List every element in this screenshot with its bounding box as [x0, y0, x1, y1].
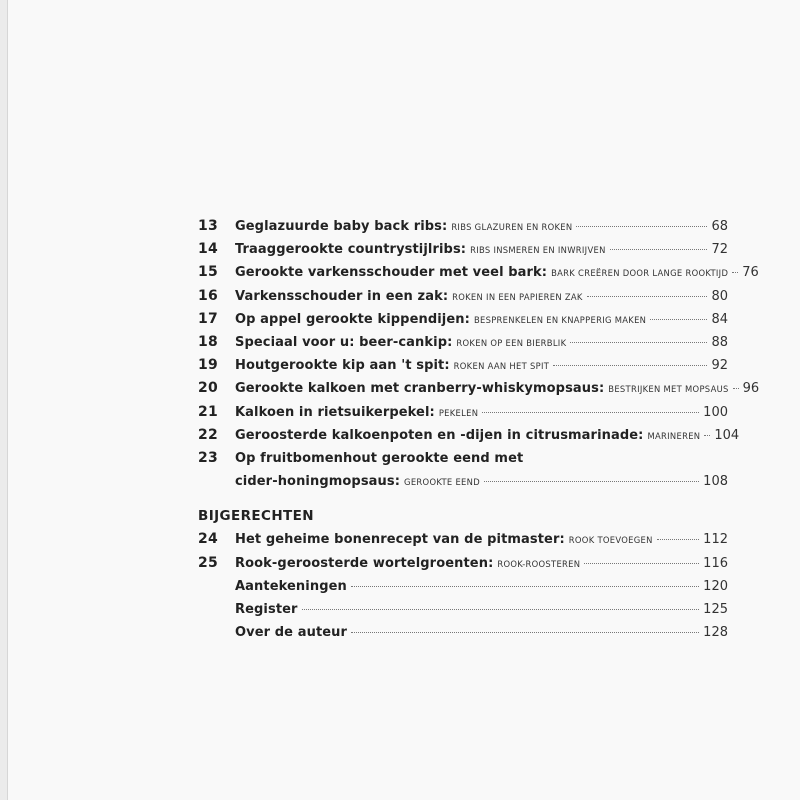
- entry-page: 72: [711, 242, 728, 258]
- entry-number: 15: [198, 264, 218, 281]
- dot-leader: [732, 272, 738, 273]
- entry-title: Het geheime bonenrecept van de pitmaster:: [235, 532, 565, 548]
- entry-number: 22: [198, 426, 218, 443]
- entry-page: 125: [703, 602, 728, 617]
- toc-entries-bottom: [198, 528, 728, 644]
- entry-title: Gerookte kalkoen met cranberry-whiskymopsaus:: [235, 381, 605, 397]
- entry-title: Geroosterde kalkoenpoten en -dijen in citrusmarinade:: [235, 427, 644, 443]
- dot-leader: [584, 563, 699, 564]
- entry-number: 16: [198, 287, 218, 304]
- entry-subtitle: ROKEN AAN HET SPIT: [453, 361, 550, 372]
- entry-title: Varkensschouder in een zak:: [235, 288, 449, 304]
- entry-title: Traaggerookte countrystijlribs:: [235, 242, 467, 258]
- entry-page: 88: [711, 334, 728, 350]
- toc-entry: [198, 621, 728, 644]
- dot-leader: [482, 412, 699, 413]
- entry-subtitle: ROKEN OP EEN BIERBLIK: [456, 337, 567, 348]
- toc-entry: [198, 215, 728, 238]
- toc-entry: [198, 552, 728, 575]
- dot-leader: [553, 365, 707, 366]
- toc-entry: [198, 377, 760, 400]
- toc-entry-23-line2: [198, 470, 728, 493]
- toc-entry: [198, 331, 728, 354]
- entry-subtitle: PEKELEN: [438, 407, 479, 418]
- entry-title: Speciaal voor u: beer-cankip:: [235, 334, 453, 350]
- dot-leader: [657, 539, 700, 540]
- entry-subtitle: BESTRIJKEN MET MOPSAUS: [608, 384, 729, 395]
- section-heading: BIJGERECHTEN: [198, 508, 314, 525]
- entry-title: Register: [235, 602, 298, 617]
- entry-number: 14: [198, 241, 218, 258]
- book-page: [8, 0, 800, 800]
- entry-title: Kalkoen in rietsuikerpekel:: [235, 404, 435, 420]
- entry-subtitle: BARK CREËREN DOOR LANGE ROOKTIJD: [551, 268, 729, 279]
- entry-number: 17: [198, 310, 218, 327]
- toc-entry: [198, 528, 728, 551]
- dot-leader: [484, 481, 699, 482]
- toc-entry: [198, 401, 728, 424]
- entry-title: cider-honingmopsaus:: [235, 474, 401, 490]
- entry-page: 100: [703, 404, 728, 420]
- dot-leader: [704, 435, 710, 436]
- toc-entry: [198, 261, 759, 284]
- entry-title: Gerookte varkensschouder met veel bark:: [235, 265, 548, 281]
- entry-subtitle: BESPRENKELEN EN KNAPPERIG MAKEN: [473, 314, 647, 325]
- dot-leader: [351, 632, 699, 633]
- entry-number: 24: [198, 531, 218, 548]
- entry-subtitle: GEROOKTE EEND: [404, 477, 480, 488]
- entry-page: 80: [711, 288, 728, 304]
- dot-leader: [576, 226, 707, 227]
- entry-page: 96: [742, 381, 760, 397]
- entry-title: Houtgerookte kip aan 't spit:: [235, 358, 450, 374]
- entry-page: 128: [703, 625, 728, 641]
- entry-title: Over de auteur: [235, 625, 348, 641]
- entry-title: Op fruitbomenhout gerookte eend met: [235, 450, 524, 466]
- toc-entry: [198, 424, 740, 447]
- entry-page: 112: [703, 532, 728, 548]
- entry-number: 21: [198, 403, 218, 420]
- entry-number: 20: [198, 380, 218, 397]
- entry-page: 84: [711, 311, 728, 327]
- entry-page: 104: [714, 427, 740, 443]
- entry-page: 108: [703, 474, 728, 490]
- toc-entries-top: [198, 215, 760, 493]
- toc-entry: [198, 308, 728, 331]
- entry-page: 76: [742, 265, 759, 281]
- entry-title: Aantekeningen: [235, 578, 347, 594]
- toc-entry: [198, 598, 728, 621]
- entry-number: 19: [198, 357, 218, 374]
- entry-subtitle: ROKEN IN EEN PAPIEREN ZAK: [452, 291, 583, 302]
- entry-page: 92: [711, 358, 728, 374]
- entry-title: Rook-geroosterde wortelgroenten:: [235, 555, 494, 571]
- entry-number: 23: [198, 449, 218, 466]
- toc-entry: [198, 354, 728, 377]
- toc-entry: [198, 285, 728, 308]
- entry-number: 18: [198, 333, 218, 350]
- toc-entry: [198, 575, 728, 598]
- dot-leader: [650, 319, 707, 320]
- toc-entry: [198, 238, 728, 261]
- entry-subtitle: ROOK TOEVOEGEN: [568, 535, 653, 546]
- dot-leader: [733, 388, 739, 389]
- entry-number: 13: [198, 218, 218, 234]
- entry-page: 116: [703, 555, 728, 571]
- table-of-contents: [198, 215, 760, 644]
- entry-subtitle: MARINEREN: [647, 430, 701, 441]
- entry-page: 120: [703, 578, 728, 594]
- dot-leader: [587, 296, 708, 297]
- entry-subtitle: RIBS INSMEREN EN INWRIJVEN: [470, 245, 606, 256]
- dot-leader: [610, 249, 708, 250]
- entry-number: 25: [198, 554, 218, 571]
- entry-page: 68: [711, 219, 728, 234]
- entry-title: Geglazuurde baby back ribs:: [235, 219, 448, 234]
- dot-leader: [570, 342, 707, 343]
- entry-subtitle: ROOK-ROOSTEREN: [497, 558, 581, 569]
- entry-subtitle: RIBS GLAZUREN EN ROKEN: [451, 222, 573, 232]
- entry-title: Op appel gerookte kippendijen:: [235, 311, 470, 327]
- toc-entry-23-line1: [198, 447, 728, 470]
- dot-leader: [302, 609, 700, 610]
- dot-leader: [351, 586, 699, 587]
